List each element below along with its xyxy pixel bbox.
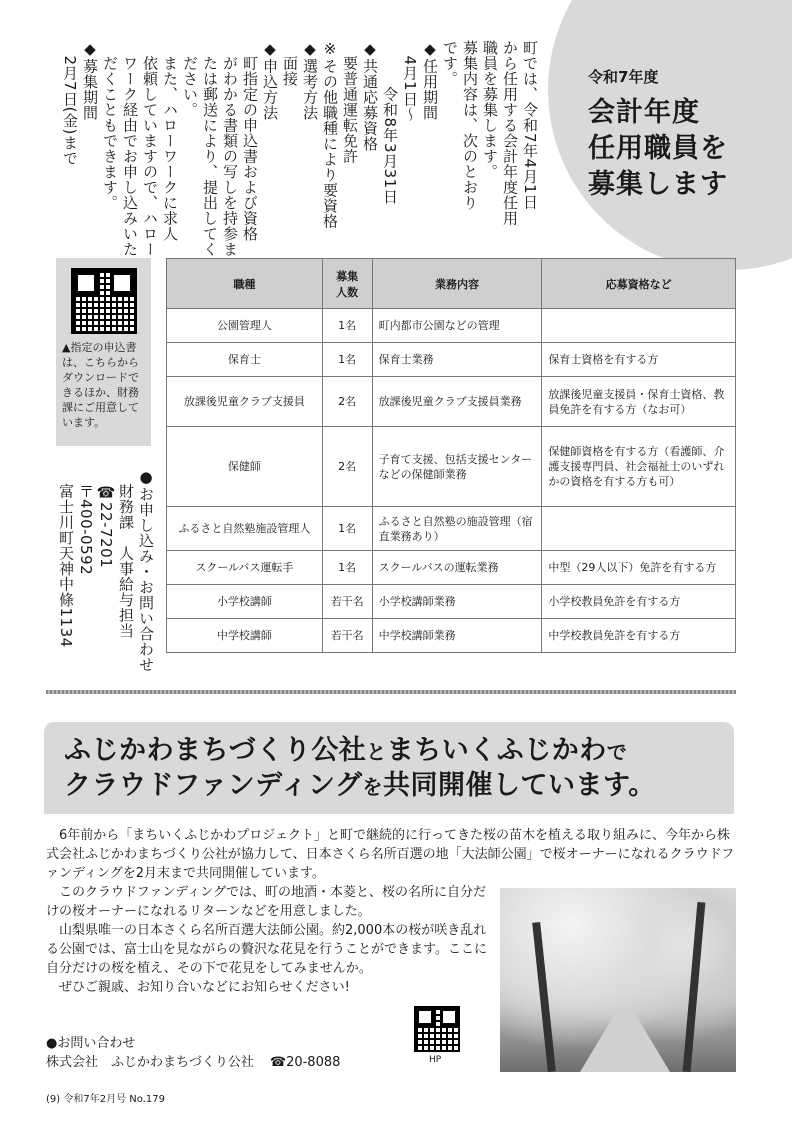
table-row <box>167 507 736 551</box>
cell-qualification: 保健師資格を有する方（看護師、介護支援専門員、社会福祉士のいずれかの資格を有する方も可） <box>542 427 736 507</box>
table-row <box>167 309 736 343</box>
cell-duty: 放課後児童クラブ支援員業務 <box>372 377 542 427</box>
article-title <box>588 95 788 203</box>
cell-count: 2名 <box>322 427 372 507</box>
cell-count: 2名 <box>322 377 372 427</box>
tree-trunk <box>532 922 556 1072</box>
tree-trunk <box>683 902 706 1072</box>
table-row <box>167 377 736 427</box>
recruitment-details-text: 町では、令和7年4月1日 から任用する会計年度任用 職員を募集します。 募集内容は、次のとおり です。 ◆任用期間 4月1日～ 令和8年3月31日 ◆共通応募資格 要普通運転免許 ※その他職種により要資格 ◆選考方法 面接 ◆申込方法 町指定の申込書および資格 がわかる書類の写しを持参ま たは郵送により、提出してく ださい。 また、ハローワークに求人 依頼していますので、ハロー ワーク経由でお申し込みいた だくこともできます。 ◆募集期間 2月7日(金)まで <box>61 40 539 257</box>
cell-duty: 保育士業務 <box>372 343 542 377</box>
cell-duty: スクールバスの運転業務 <box>372 551 542 585</box>
banner-crowdfunding: クラウドファンディング <box>64 770 363 801</box>
contact-phone: ☎20-8088 <box>269 1055 341 1070</box>
table-row <box>167 619 736 653</box>
cell-count: 1名 <box>322 343 372 377</box>
cell-job: 放課後児童クラブ支援員 <box>167 377 323 427</box>
job-listing-table <box>166 258 736 653</box>
cell-qualification: 放課後児童支援員・保育士資格、教員免許を有する方（なお可） <box>542 377 736 427</box>
table-row <box>167 427 736 507</box>
cell-job: ふるさと自然塾施設管理人 <box>167 507 323 551</box>
qr-note: ▲指定の申込書は、こちらからダウンロードできるほか、財務課にご用意しています。 <box>62 341 139 429</box>
section-divider <box>46 690 736 694</box>
cell-count: 若干名 <box>322 619 372 653</box>
title-line-1: 会計年度 <box>588 97 700 128</box>
cell-qualification: 保育士資格を有する方 <box>542 343 736 377</box>
table-row <box>167 551 736 585</box>
title-line-2: 任用職員を <box>588 133 728 164</box>
fiscal-year-label: 令和7年度 <box>588 68 659 86</box>
article-paragraph-1: 6年前から「まちいくふじかわプロジェクト」と町で継続的に行ってきた桜の苗木を植える取り組みに、今年から株式会社ふじかわまちづくり公社が協力して、日本さくら名所百選の地「大法師公園」で桜オーナーになれるクラウドファンディングを2月末まで共同開催しています。 <box>46 828 735 881</box>
banner-line-2 <box>64 769 714 804</box>
contact-heading: ●お問い合わせ <box>46 1036 136 1051</box>
cell-duty: ふるさと自然塾の施設管理（宿直業務あり） <box>372 507 542 551</box>
cell-job: 公園管理人 <box>167 309 323 343</box>
qr-code-icon[interactable] <box>414 1006 460 1052</box>
article-paragraph-3: 山梨県唯一の日本さくら名所百選大法師公園。約2,000本の桜が咲き乱れる公園では、富士山を見ながらの贅沢な花見を行うことができます。ここに自分だけの桜を植え、その下で花見をしてみませんか。 <box>46 923 487 976</box>
cell-qualification: 中型（29人以下）免許を有する方 <box>542 551 736 585</box>
cell-count: 1名 <box>322 309 372 343</box>
qr-label: HP <box>429 1055 442 1065</box>
cell-duty: 子育て支援、包括支援センターなどの保健師業務 <box>372 427 542 507</box>
table-header-row <box>167 259 736 309</box>
banner-particle-and: と <box>366 740 387 764</box>
cell-job: スクールバス運転手 <box>167 551 323 585</box>
cell-qualification: 小学校教員免許を有する方 <box>542 585 736 619</box>
contact-org: 株式会社 ふじかわまちづくり公社 <box>46 1055 254 1070</box>
crowdfunding-banner <box>44 722 734 814</box>
homepage-qr <box>414 1006 460 1052</box>
cell-duty: 町内都市公園などの管理 <box>372 309 542 343</box>
cell-count: 若干名 <box>322 585 372 619</box>
cell-duty: 中学校講師業務 <box>372 619 542 653</box>
header-job-type: 職種 <box>167 259 323 309</box>
crowdfunding-contact <box>46 1034 340 1072</box>
header-openings: 募集 人数 <box>322 259 372 309</box>
cell-job: 保健師 <box>167 427 323 507</box>
contact-row <box>46 1053 340 1072</box>
cell-qualification: 中学校教員免許を有する方 <box>542 619 736 653</box>
cell-qualification <box>542 507 736 551</box>
cherry-blossom-park-photo <box>500 888 736 1072</box>
page-footer: (9) 令和7年2月号 No.179 <box>46 1094 165 1105</box>
cell-count: 1名 <box>322 551 372 585</box>
banner-org-2: まちいくふじかわ <box>386 735 607 766</box>
table-row <box>167 585 736 619</box>
cell-job: 中学校講師 <box>167 619 323 653</box>
cell-duty: 小学校講師業務 <box>372 585 542 619</box>
article-title-block <box>588 66 788 203</box>
banner-cohosting: 共同開催しています。 <box>382 770 656 801</box>
header-duties: 業務内容 <box>372 259 542 309</box>
banner-line-1 <box>64 734 714 769</box>
cell-job: 保育士 <box>167 343 323 377</box>
banner-particle-de: で <box>606 740 628 764</box>
cell-count: 1名 <box>322 507 372 551</box>
table-row <box>167 343 736 377</box>
title-line-3: 募集します <box>588 169 728 200</box>
cell-job: 小学校講師 <box>167 585 323 619</box>
banner-particle-wo: を <box>362 775 383 799</box>
application-form-qr-panel <box>56 258 151 446</box>
banner-org-1: ふじかわまちづくり公社 <box>64 735 367 766</box>
header-qualifications: 応募資格など <box>542 259 736 309</box>
article-paragraph-2: このクラウドファンディングでは、町の地酒・本菱と、桜の名所に自分だけの桜オーナーになれるリターンなどを用意しました。 <box>46 885 487 919</box>
article-paragraph-4: ぜひご親戚、お知り合いなどにお知らせください! <box>59 980 350 995</box>
application-contact-text: ●お申し込み・お問い合わせ 財務課 人事給与担当 ☎22-7201 〒400-0592 富士川町天神中條1134 <box>57 468 155 673</box>
cell-qualification <box>542 309 736 343</box>
park-path <box>580 1012 670 1072</box>
qr-code-icon[interactable] <box>71 268 137 334</box>
